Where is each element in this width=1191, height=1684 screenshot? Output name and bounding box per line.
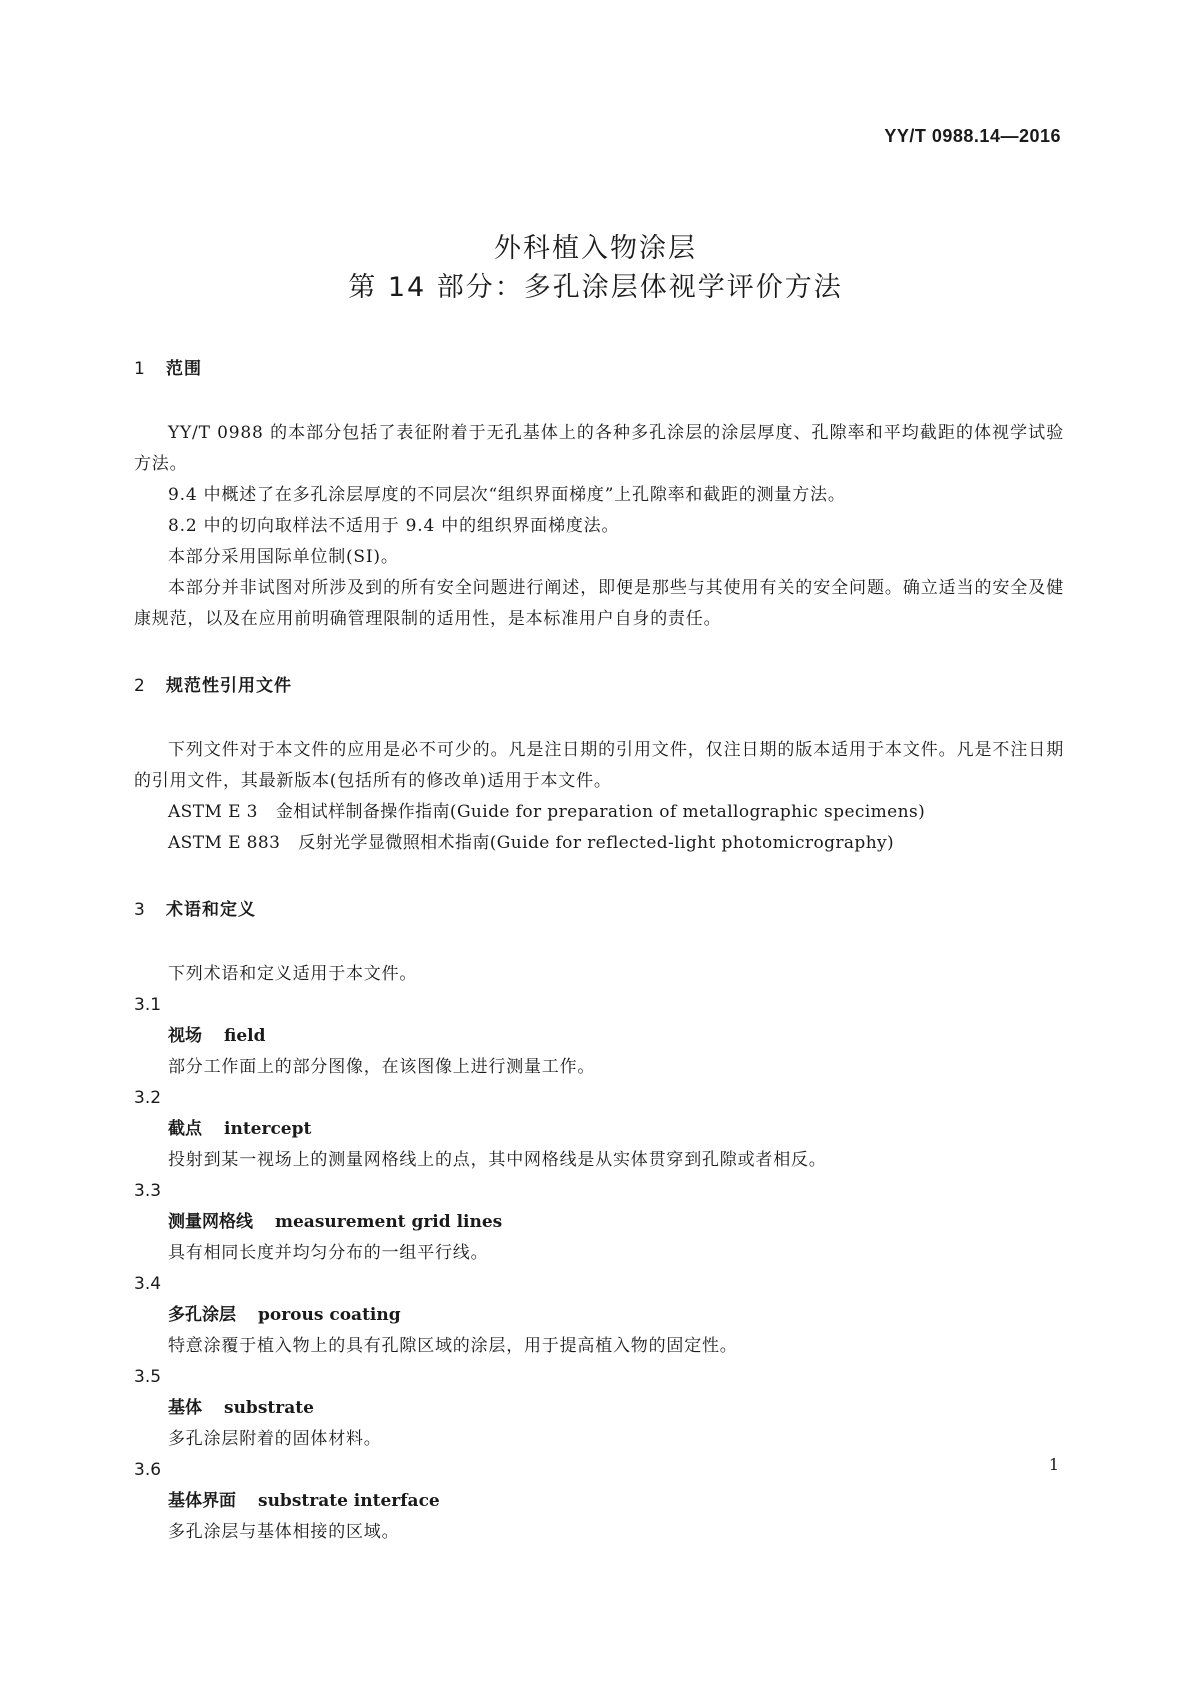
section-title: 规范性引用文件 [166,676,292,696]
document-body [134,358,1064,1548]
term-zh: 基体 [168,1398,202,1418]
term-en: substrate interface [258,1491,440,1511]
term-definition: 特意涂覆于植入物上的具有孔隙区域的涂层，用于提高植入物的固定性。 [168,1336,738,1356]
term-name [134,1393,1064,1424]
term-name [134,1114,1064,1145]
term-name [134,1486,1064,1517]
paragraph: 9.4 中概述了在多孔涂层厚度的不同层次“组织界面梯度”上孔隙率和截距的测量方法。 [168,485,846,505]
term-zh: 视场 [168,1026,202,1046]
term-entry [134,1455,1064,1548]
term-name [134,1300,1064,1331]
term-entry [134,990,1064,1083]
term-number: 3.6 [134,1460,162,1480]
term-zh: 多孔涂层 [168,1305,236,1325]
reference-title: 金相试样制备操作指南(Guide for preparation of metallographic specimens) [275,802,926,822]
reference-item [134,797,1064,828]
paragraph: 下列术语和定义适用于本文件。 [168,964,418,984]
reference-code: ASTM E 883 [168,833,281,853]
reference-title: 反射光学显微照相术指南(Guide for reflected-light photomicrography) [298,833,895,853]
term-en: porous coating [258,1305,401,1325]
term-number: 3.2 [134,1088,162,1108]
document-title-line2: 第 14 部分：多孔涂层体视学评价方法 [348,272,843,303]
section-number: 3 [134,900,146,920]
document-title-line1: 外科植入物涂层 [494,233,697,264]
term-zh: 测量网格线 [168,1212,253,1232]
term-en: intercept [224,1119,312,1139]
paragraph: 本部分采用国际单位制(SI)。 [168,547,399,567]
paragraph: 8.2 中的切向取样法不适用于 9.4 中的组织界面梯度法。 [168,516,620,536]
section-heading-scope [134,358,1064,380]
term-number: 3.3 [134,1181,162,1201]
reference-item [134,828,1064,859]
term-entry [134,1362,1064,1455]
term-entry [134,1083,1064,1176]
paragraph: YY/T 0988 的本部分包括了表征附着于无孔基体上的各种多孔涂层的涂层厚度、孔隙率和平均截距的体视学试验方法。 [134,423,1064,474]
term-definition: 多孔涂层附着的固体材料。 [168,1429,382,1449]
term-zh: 截点 [168,1119,202,1139]
section-number: 2 [134,676,146,696]
standard-number: YY/T 0988.14—2016 [884,126,1061,146]
term-entry [134,1269,1064,1362]
paragraph: 下列文件对于本文件的应用是必不可少的。凡是注日期的引用文件，仅注日期的版本适用于本文件。凡是不注日期的引用文件，其最新版本(包括所有的修改单)适用于本文件。 [134,740,1064,791]
page-number: 1 [1048,1455,1059,1474]
term-en: field [224,1026,266,1046]
section-heading-terms-definitions [134,899,1064,921]
reference-code: ASTM E 3 [168,802,258,822]
term-definition: 部分工作面上的部分图像，在该图像上进行测量工作。 [168,1057,596,1077]
term-number: 3.4 [134,1274,162,1294]
term-zh: 基体界面 [168,1491,236,1511]
section-title: 范围 [166,359,202,379]
section-number: 1 [134,359,146,379]
term-en: measurement grid lines [275,1212,503,1232]
term-en: substrate [224,1398,314,1418]
term-definition: 投射到某一视场上的测量网格线上的点，其中网格线是从实体贯穿到孔隙或者相反。 [168,1150,827,1170]
paragraph: 本部分并非试图对所涉及到的所有安全问题进行阐述，即便是那些与其使用有关的安全问题。确立适当的安全及健康规范，以及在应用前明确管理限制的适用性，是本标准用户自身的责任。 [134,578,1064,629]
section-title: 术语和定义 [166,900,256,920]
term-entry [134,1176,1064,1269]
section-heading-normative-references [134,675,1064,697]
term-name [134,1021,1064,1052]
term-definition: 多孔涂层与基体相接的区域。 [168,1522,400,1542]
term-definition: 具有相同长度并均匀分布的一组平行线。 [168,1243,489,1263]
term-name [134,1207,1064,1238]
term-number: 3.1 [134,995,162,1015]
term-number: 3.5 [134,1367,162,1387]
